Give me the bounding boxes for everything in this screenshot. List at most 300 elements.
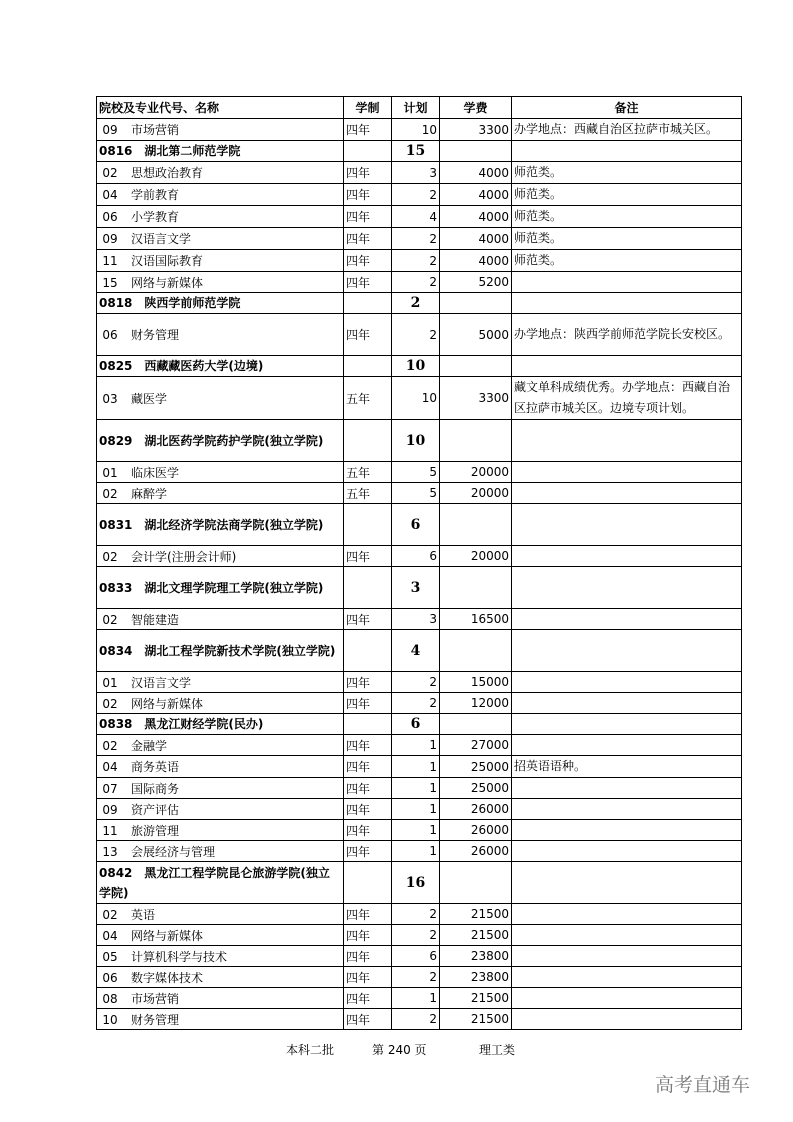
school-duration-cell — [344, 630, 392, 672]
major-name-cell — [97, 756, 344, 778]
major-duration: 四年 — [344, 119, 392, 141]
major-name: 国际商务 — [131, 781, 180, 796]
major-note — [512, 946, 742, 967]
major-name-cell — [97, 162, 344, 184]
major-name: 学前教育 — [131, 188, 180, 202]
major-fee: 15000 — [440, 672, 512, 693]
school-name-cell — [97, 567, 344, 609]
school-fee-cell — [440, 293, 512, 314]
major-duration: 四年 — [344, 206, 392, 228]
major-plan: 2 — [392, 314, 440, 356]
major-name-cell — [97, 377, 344, 420]
school-duration-cell — [344, 714, 392, 735]
major-fee: 3300 — [440, 377, 512, 420]
school-code: 0842 — [99, 865, 133, 880]
header-name: 院校及专业代号、名称 — [97, 97, 344, 119]
major-name-cell — [97, 735, 344, 756]
major-plan: 1 — [392, 841, 440, 862]
major-plan: 2 — [392, 1009, 440, 1030]
major-name: 藏医学 — [131, 391, 168, 406]
school-fee-cell — [440, 504, 512, 546]
school-fee-cell — [440, 141, 512, 162]
major-note: 师范类。 — [512, 206, 742, 228]
major-name: 麻醉学 — [131, 486, 168, 501]
school-name: 黑龙江工程学院昆仑旅游学院(独立学院) — [99, 865, 330, 900]
school-code: 0831 — [99, 517, 133, 532]
major-plan: 2 — [392, 672, 440, 693]
major-row — [97, 925, 742, 946]
major-name-cell — [97, 609, 344, 630]
school-code: 0838 — [99, 717, 133, 731]
major-code: 02 — [102, 696, 118, 711]
major-duration: 四年 — [344, 925, 392, 946]
major-code: 15 — [102, 275, 118, 290]
major-name: 小学教育 — [131, 210, 180, 224]
major-fee: 3300 — [440, 119, 512, 141]
school-row — [97, 504, 742, 546]
school-plan: 4 — [392, 630, 440, 672]
major-code: 09 — [102, 802, 118, 817]
major-code: 07 — [102, 781, 118, 796]
major-duration: 四年 — [344, 546, 392, 567]
major-duration: 四年 — [344, 735, 392, 756]
major-duration: 四年 — [344, 250, 392, 272]
school-code: 0834 — [99, 643, 133, 658]
major-plan: 10 — [392, 119, 440, 141]
major-fee: 26000 — [440, 820, 512, 841]
major-fee: 21500 — [440, 988, 512, 1009]
major-name-cell — [97, 672, 344, 693]
school-name-cell — [97, 141, 344, 162]
major-name: 计算机科学与技术 — [131, 949, 228, 964]
school-row — [97, 293, 742, 314]
major-code: 02 — [102, 738, 118, 753]
major-plan: 1 — [392, 735, 440, 756]
major-row — [97, 483, 742, 504]
table-header-row — [97, 97, 742, 119]
school-name-cell — [97, 420, 344, 462]
major-name: 会展经济与管理 — [131, 844, 216, 859]
major-fee: 4000 — [440, 228, 512, 250]
major-name: 汉语言文学 — [131, 232, 192, 246]
school-code: 0818 — [99, 296, 133, 310]
major-note — [512, 462, 742, 483]
major-code: 05 — [102, 949, 118, 964]
major-duration: 四年 — [344, 314, 392, 356]
major-name-cell — [97, 778, 344, 799]
major-duration: 四年 — [344, 162, 392, 184]
major-fee: 23800 — [440, 967, 512, 988]
major-row — [97, 904, 742, 925]
major-fee: 25000 — [440, 778, 512, 799]
major-fee: 5200 — [440, 272, 512, 293]
footer-page-number: 第 240 页 — [372, 1043, 427, 1057]
major-code: 10 — [102, 1012, 118, 1027]
school-note-cell — [512, 356, 742, 377]
major-name-cell — [97, 250, 344, 272]
school-name-cell — [97, 293, 344, 314]
major-row — [97, 184, 742, 206]
major-row — [97, 693, 742, 714]
major-fee: 4000 — [440, 162, 512, 184]
major-fee: 20000 — [440, 546, 512, 567]
major-note — [512, 609, 742, 630]
major-name-cell — [97, 119, 344, 141]
major-code: 06 — [102, 210, 118, 224]
major-duration: 四年 — [344, 778, 392, 799]
major-row — [97, 946, 742, 967]
major-fee: 12000 — [440, 693, 512, 714]
major-plan: 2 — [392, 925, 440, 946]
major-note — [512, 799, 742, 820]
school-name-cell — [97, 862, 344, 904]
school-name: 湖北文理学院理工学院(独立学院) — [144, 580, 324, 595]
major-fee: 25000 — [440, 756, 512, 778]
school-duration-cell — [344, 356, 392, 377]
major-note — [512, 672, 742, 693]
school-duration-cell — [344, 141, 392, 162]
major-plan: 1 — [392, 799, 440, 820]
major-name-cell — [97, 272, 344, 293]
footer-category: 理工类 — [479, 1043, 516, 1057]
major-name: 财务管理 — [131, 1012, 180, 1027]
major-duration: 四年 — [344, 693, 392, 714]
school-note-cell — [512, 504, 742, 546]
major-name: 网络与新媒体 — [131, 696, 204, 711]
major-duration: 四年 — [344, 904, 392, 925]
school-duration-cell — [344, 504, 392, 546]
header-note: 备注 — [512, 97, 742, 119]
major-name-cell — [97, 841, 344, 862]
major-name: 数字媒体技术 — [131, 970, 204, 985]
major-duration: 四年 — [344, 609, 392, 630]
major-name: 网络与新媒体 — [131, 275, 204, 290]
major-name: 临床医学 — [131, 465, 180, 480]
major-code: 02 — [102, 166, 118, 180]
major-name-cell — [97, 228, 344, 250]
major-code: 04 — [102, 188, 118, 202]
major-note — [512, 967, 742, 988]
major-fee: 4000 — [440, 206, 512, 228]
school-plan: 15 — [392, 141, 440, 162]
major-note: 师范类。 — [512, 162, 742, 184]
major-plan: 6 — [392, 946, 440, 967]
major-note — [512, 778, 742, 799]
major-plan: 2 — [392, 967, 440, 988]
major-plan: 1 — [392, 778, 440, 799]
school-code: 0825 — [99, 359, 133, 373]
major-name-cell — [97, 184, 344, 206]
major-name-cell — [97, 314, 344, 356]
major-row — [97, 799, 742, 820]
major-fee: 5000 — [440, 314, 512, 356]
major-code: 11 — [102, 254, 118, 268]
major-row — [97, 377, 742, 420]
header-fee: 学费 — [440, 97, 512, 119]
school-name-cell — [97, 504, 344, 546]
major-name-cell — [97, 967, 344, 988]
major-row — [97, 672, 742, 693]
major-code: 06 — [102, 328, 118, 342]
school-row — [97, 862, 742, 904]
major-duration: 四年 — [344, 988, 392, 1009]
major-plan: 5 — [392, 462, 440, 483]
major-code: 09 — [102, 232, 118, 246]
major-fee: 21500 — [440, 1009, 512, 1030]
school-plan: 3 — [392, 567, 440, 609]
school-duration-cell — [344, 420, 392, 462]
major-duration: 四年 — [344, 184, 392, 206]
major-duration: 五年 — [344, 462, 392, 483]
school-name-cell — [97, 714, 344, 735]
school-name: 湖北工程学院新技术学院(独立学院) — [144, 643, 336, 658]
school-name-cell — [97, 356, 344, 377]
major-row — [97, 820, 742, 841]
school-fee-cell — [440, 630, 512, 672]
school-note-cell — [512, 567, 742, 609]
major-name: 智能建造 — [131, 612, 180, 627]
page-footer — [0, 1041, 793, 1059]
major-duration: 四年 — [344, 228, 392, 250]
major-note: 师范类。 — [512, 184, 742, 206]
major-row — [97, 841, 742, 862]
major-row — [97, 546, 742, 567]
major-fee: 20000 — [440, 462, 512, 483]
major-name: 网络与新媒体 — [131, 928, 204, 943]
major-row — [97, 250, 742, 272]
footer-batch: 本科二批 — [286, 1043, 335, 1057]
major-name-cell — [97, 820, 344, 841]
major-name-cell — [97, 988, 344, 1009]
school-row — [97, 567, 742, 609]
school-name-cell — [97, 630, 344, 672]
major-name: 市场营销 — [131, 991, 180, 1006]
major-name-cell — [97, 904, 344, 925]
major-fee: 4000 — [440, 184, 512, 206]
school-duration-cell — [344, 567, 392, 609]
major-name: 汉语言文学 — [131, 675, 192, 690]
school-code: 0816 — [99, 144, 133, 158]
major-note — [512, 483, 742, 504]
school-name: 湖北第二师范学院 — [144, 144, 241, 158]
major-code: 09 — [102, 123, 118, 137]
major-note: 藏文单科成绩优秀。办学地点：西藏自治区拉萨市城关区。边境专项计划。 — [512, 377, 742, 420]
major-row — [97, 314, 742, 356]
major-note — [512, 904, 742, 925]
major-name: 商务英语 — [131, 760, 180, 774]
school-fee-cell — [440, 567, 512, 609]
major-plan: 5 — [392, 483, 440, 504]
major-note: 办学地点：陕西学前师范学院长安校区。 — [512, 314, 742, 356]
major-name: 旅游管理 — [131, 823, 180, 838]
major-duration: 四年 — [344, 841, 392, 862]
major-code: 08 — [102, 991, 118, 1006]
school-code: 0829 — [99, 433, 133, 448]
major-fee: 16500 — [440, 609, 512, 630]
school-plan: 10 — [392, 420, 440, 462]
school-fee-cell — [440, 714, 512, 735]
major-name-cell — [97, 925, 344, 946]
major-note — [512, 735, 742, 756]
major-code: 02 — [102, 907, 118, 922]
major-plan: 6 — [392, 546, 440, 567]
school-name: 陕西学前师范学院 — [144, 296, 241, 310]
major-code: 01 — [102, 465, 118, 480]
major-row — [97, 119, 742, 141]
major-row — [97, 967, 742, 988]
major-duration: 五年 — [344, 483, 392, 504]
school-fee-cell — [440, 420, 512, 462]
school-note-cell — [512, 420, 742, 462]
watermark: 高考直通车 — [655, 1074, 751, 1096]
major-duration: 五年 — [344, 377, 392, 420]
school-duration-cell — [344, 293, 392, 314]
school-row — [97, 420, 742, 462]
major-code: 02 — [102, 612, 118, 627]
major-name-cell — [97, 462, 344, 483]
major-fee: 26000 — [440, 841, 512, 862]
major-plan: 2 — [392, 228, 440, 250]
major-name: 汉语国际教育 — [131, 254, 204, 268]
school-row — [97, 356, 742, 377]
major-duration: 四年 — [344, 946, 392, 967]
major-name-cell — [97, 693, 344, 714]
major-name: 金融学 — [131, 738, 168, 753]
major-plan: 2 — [392, 904, 440, 925]
school-name: 湖北经济学院法商学院(独立学院) — [144, 517, 324, 532]
school-name: 西藏藏医药大学(边境) — [144, 359, 264, 373]
major-name-cell — [97, 799, 344, 820]
school-row — [97, 141, 742, 162]
major-note — [512, 841, 742, 862]
major-note: 招英语语种。 — [512, 756, 742, 778]
major-note — [512, 693, 742, 714]
major-note — [512, 988, 742, 1009]
school-fee-cell — [440, 356, 512, 377]
major-name: 财务管理 — [131, 328, 180, 342]
school-note-cell — [512, 141, 742, 162]
major-plan: 1 — [392, 820, 440, 841]
school-plan: 6 — [392, 504, 440, 546]
school-plan: 2 — [392, 293, 440, 314]
header-duration: 学制 — [344, 97, 392, 119]
major-fee: 26000 — [440, 799, 512, 820]
school-plan: 10 — [392, 356, 440, 377]
major-code: 04 — [102, 928, 118, 943]
major-duration: 四年 — [344, 967, 392, 988]
major-plan: 2 — [392, 693, 440, 714]
major-row — [97, 272, 742, 293]
major-row — [97, 778, 742, 799]
major-code: 02 — [102, 486, 118, 501]
major-name-cell — [97, 546, 344, 567]
school-fee-cell — [440, 862, 512, 904]
major-name: 资产评估 — [131, 802, 180, 817]
school-note-cell — [512, 630, 742, 672]
major-name: 英语 — [131, 907, 156, 922]
major-row — [97, 228, 742, 250]
major-code: 06 — [102, 970, 118, 985]
major-fee: 27000 — [440, 735, 512, 756]
school-note-cell — [512, 862, 742, 904]
major-plan: 4 — [392, 206, 440, 228]
major-row — [97, 462, 742, 483]
major-plan: 3 — [392, 609, 440, 630]
major-duration: 四年 — [344, 1009, 392, 1030]
school-duration-cell — [344, 862, 392, 904]
major-name-cell — [97, 1009, 344, 1030]
major-plan: 2 — [392, 272, 440, 293]
major-note — [512, 820, 742, 841]
major-note: 办学地点：西藏自治区拉萨市城关区。 — [512, 119, 742, 141]
major-duration: 四年 — [344, 820, 392, 841]
major-name-cell — [97, 946, 344, 967]
major-row — [97, 206, 742, 228]
major-code: 11 — [102, 823, 118, 838]
school-name: 湖北医药学院药护学院(独立学院) — [144, 433, 324, 448]
major-plan: 2 — [392, 250, 440, 272]
school-row — [97, 630, 742, 672]
school-code: 0833 — [99, 580, 133, 595]
major-name-cell — [97, 206, 344, 228]
major-code: 04 — [102, 760, 118, 774]
major-code: 02 — [102, 549, 118, 564]
major-duration: 四年 — [344, 799, 392, 820]
major-note — [512, 1009, 742, 1030]
major-note: 师范类。 — [512, 250, 742, 272]
major-name: 市场营销 — [131, 123, 180, 137]
major-plan: 1 — [392, 756, 440, 778]
school-note-cell — [512, 293, 742, 314]
major-plan: 2 — [392, 184, 440, 206]
major-row — [97, 609, 742, 630]
major-code: 03 — [102, 391, 118, 406]
major-plan: 3 — [392, 162, 440, 184]
admission-plan-table — [96, 96, 742, 1030]
major-fee: 20000 — [440, 483, 512, 504]
major-row — [97, 735, 742, 756]
major-note — [512, 272, 742, 293]
major-row — [97, 756, 742, 778]
major-note: 师范类。 — [512, 228, 742, 250]
major-duration: 四年 — [344, 756, 392, 778]
major-duration: 四年 — [344, 272, 392, 293]
header-plan: 计划 — [392, 97, 440, 119]
major-fee: 21500 — [440, 904, 512, 925]
major-plan: 10 — [392, 377, 440, 420]
major-fee: 23800 — [440, 946, 512, 967]
major-name: 思想政治教育 — [131, 166, 204, 180]
school-row — [97, 714, 742, 735]
major-note — [512, 546, 742, 567]
major-row — [97, 162, 742, 184]
school-name: 黑龙江财经学院(民办) — [144, 717, 264, 731]
major-duration: 四年 — [344, 672, 392, 693]
major-name-cell — [97, 483, 344, 504]
school-note-cell — [512, 714, 742, 735]
major-row — [97, 1009, 742, 1030]
school-plan: 16 — [392, 862, 440, 904]
major-plan: 1 — [392, 988, 440, 1009]
major-fee: 4000 — [440, 250, 512, 272]
major-fee: 21500 — [440, 925, 512, 946]
major-row — [97, 988, 742, 1009]
major-name: 会计学(注册会计师) — [131, 549, 237, 564]
major-code: 13 — [102, 844, 118, 859]
school-plan: 6 — [392, 714, 440, 735]
major-code: 01 — [102, 675, 118, 690]
major-note — [512, 925, 742, 946]
